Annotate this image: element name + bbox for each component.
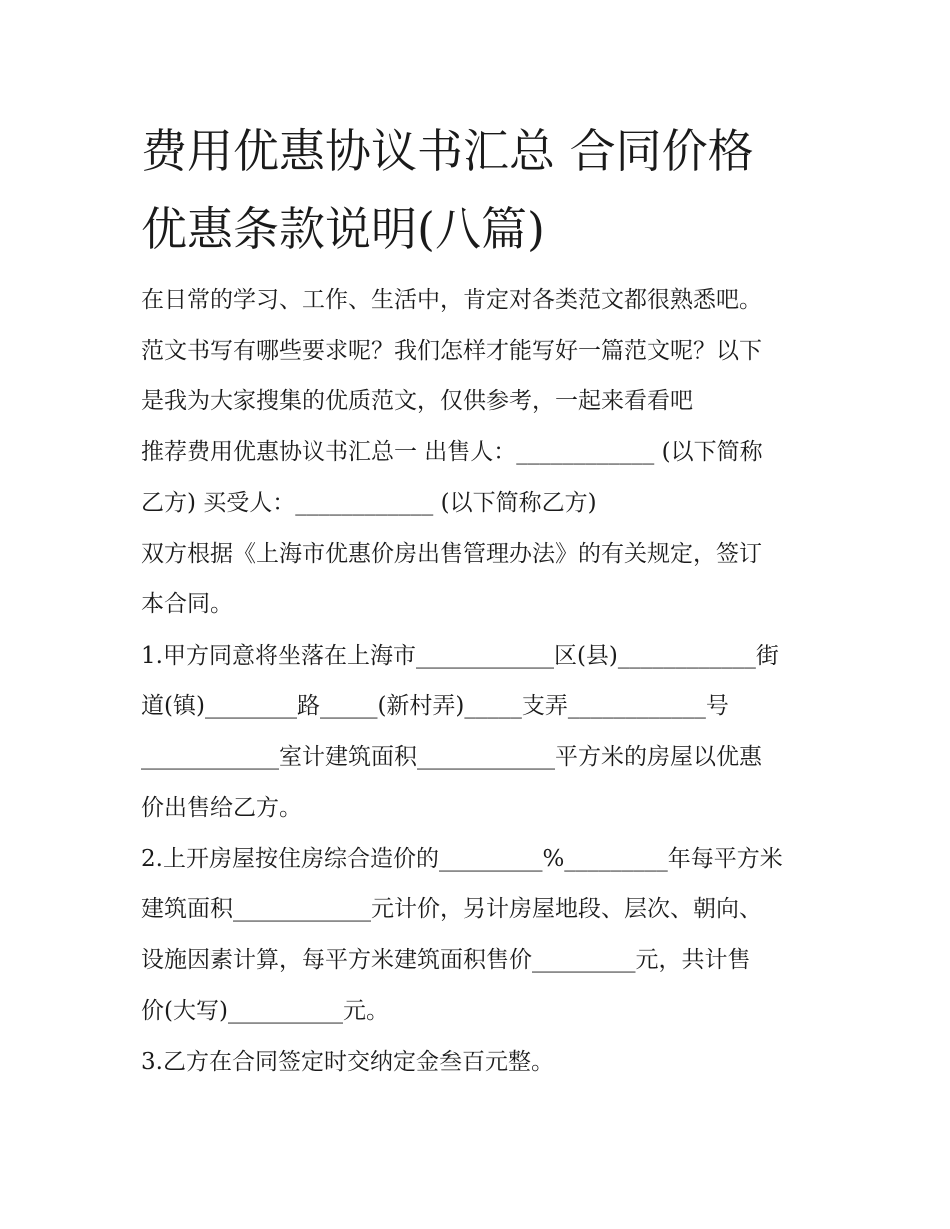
document-title [141,112,841,268]
body-line-11: 价出售给乙方。 [141,795,302,821]
body-line-1: 在日常的学习、工作、生活中，肯定对各类范文都很熟悉吧。 [141,287,762,313]
body-line-4: 推荐费用优惠协议书汇总一 出售人：____________ (以下简称 [141,439,763,465]
body-line-2: 范文书写有哪些要求呢？我们怎样才能写好一篇范文呢？以下 [141,338,762,364]
body-line-7: 本合同。 [141,591,233,617]
body-line-15: 价(大写)__________元。 [141,998,389,1024]
body-line-10: ____________室计建筑面积____________平方米的房屋以优惠 [141,744,762,770]
body-line-6: 双方根据《上海市优惠价房出售管理办法》的有关规定，签订 [141,541,762,567]
body-line-13: 建筑面积____________元计价，另计房屋地段、层次、朝向、 [141,896,762,922]
body-line-14: 设施因素计算，每平方米建筑面积售价_________元，共计售 [141,947,751,973]
body-line-9: 道(镇)________路_____(新村弄)_____支弄____________号 [141,693,729,719]
body-line-5: 乙方) 买受人：____________ (以下简称乙方) [141,490,597,516]
body-line-8: 1.甲方同意将坐落在上海市____________区(县)____________街 [141,643,779,669]
title-line-1: 费用优惠协议书汇总 合同价格 [141,124,754,178]
title-line-2: 优惠条款说明(八篇) [141,202,545,256]
body-line-12: 2.上开房屋按住房综合造价的_________%_________年每平方米 [141,846,783,872]
body-line-3: 是我为大家搜集的优质范文，仅供参考，一起来看看吧 [141,388,693,414]
body-line-16: 3.乙方在合同签定时交纳定金叁百元整。 [141,1049,554,1075]
